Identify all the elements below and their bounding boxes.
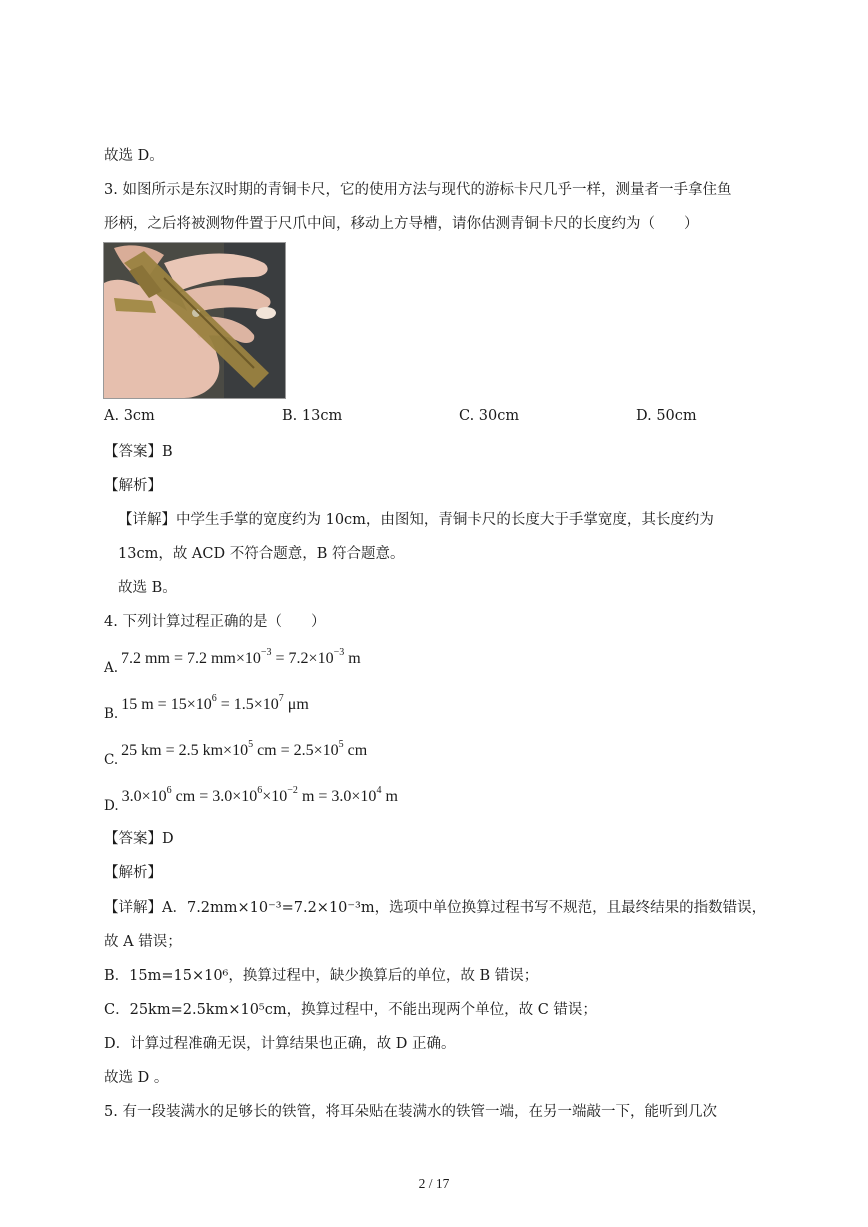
detail-4-a-cont: 故 A 错误； xyxy=(104,934,182,950)
analysis-3-heading: 【解析】 xyxy=(104,478,162,494)
detail-4-d: D．计算过程准确无误，计算结果也正确，故 D 正确。 xyxy=(104,1036,456,1052)
formula-option-b: $_{B.}$15 $m = 15\times 10^6 = 1.5\times 10^7$ μm xyxy=(104,692,309,722)
option-b: B. 13cm xyxy=(282,408,343,424)
formula-option-a: $_{A.}$7.2 mm = 7.2 $mm\times 10^{-3} = 7.2\times 10^{-3}$ m xyxy=(104,646,361,676)
detail-4-c: C．25km=2.5km×10⁵cm，换算过程中，不能出现两个单位，故 C 错误； xyxy=(104,1002,597,1018)
formula-option-d: $_{D.}3.0\times 10^6$ cm = $3.0\times 10^6\times 10^{-2}$ $m = 3.0\times 10^4$ m xyxy=(104,784,398,814)
conclusion-line: 故选 D。 xyxy=(104,148,164,164)
question-3-text: 3. 如图所示是东汉时期的青铜卡尺，它的使用方法与现代的游标卡尺几乎一样，测量者一手拿住鱼 xyxy=(104,182,732,198)
option-a: A. 3cm xyxy=(104,408,155,424)
answer-3: 【答案】B xyxy=(104,444,173,460)
question-3-text-cont: 形柄，之后将被测物件置于尺爪中间，移动上方导槽，请你估测青铜卡尺的长度约为（ ） xyxy=(104,216,699,232)
detail-4-b: B．15m=15×10⁶，换算过程中，缺少换算后的单位，故 B 错误； xyxy=(104,968,539,984)
question-5-text: 5. 有一段装满水的足够长的铁管，将耳朵贴在装满水的铁管一端，在另一端敲一下，能听到几次 xyxy=(104,1104,717,1120)
detail-3-text-cont: 13cm，故 ACD 不符合题意，B 符合题意。 xyxy=(118,546,405,562)
conclusion-4: 故选 D 。 xyxy=(104,1070,169,1086)
formula-option-c: $_{C.}$25 km = 2.5 $km\times 10^5$ cm = $2.5\times 10^5$ cm xyxy=(104,738,368,768)
conclusion-3: 故选 B。 xyxy=(118,580,177,596)
option-c: C. 30cm xyxy=(459,408,520,424)
option-d: D. 50cm xyxy=(636,408,697,424)
detail-4-a: 【详解】A．7.2mm×10⁻³=7.2×10⁻³m，选项中单位换算过程书写不规范，且最终结果的指数错误， xyxy=(104,900,767,916)
page-number: 2 / 17 xyxy=(418,1176,450,1191)
analysis-4-heading: 【解析】 xyxy=(104,865,162,881)
question-4-text: 4. 下列计算过程正确的是（ ） xyxy=(104,614,326,630)
bronze-caliper-photo xyxy=(103,242,286,399)
detail-3-text: 【详解】中学生手掌的宽度约为 10cm，由图知，青铜卡尺的长度大于手掌宽度，其长度约为 xyxy=(118,512,714,528)
answer-4: 【答案】D xyxy=(104,831,174,847)
